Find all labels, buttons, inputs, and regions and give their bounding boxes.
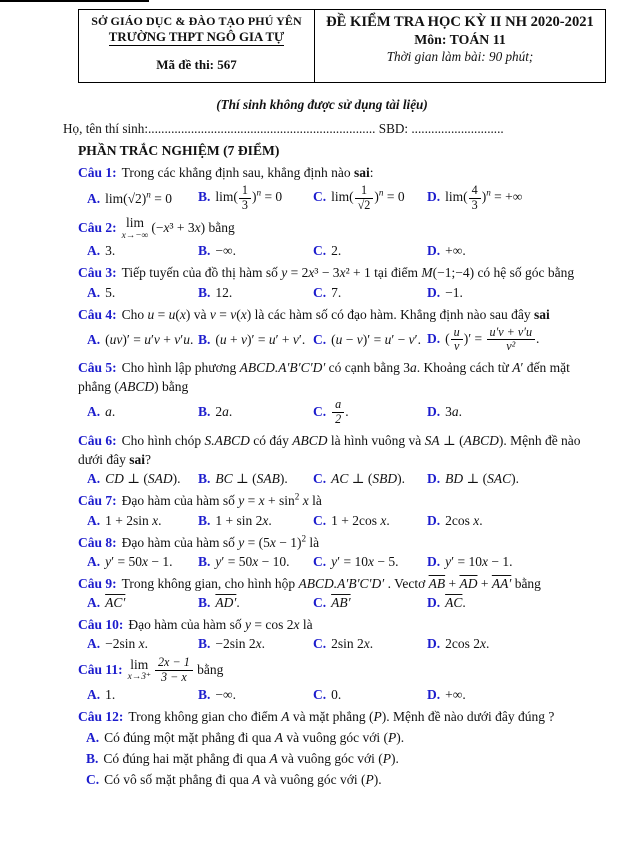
option-letter: D.: [427, 470, 441, 486]
option-text: AC ⊥ (SBD).: [331, 470, 405, 486]
question-options: [78, 471, 606, 487]
option-text: 2sin 2x.: [331, 636, 374, 652]
option-C: [313, 636, 427, 652]
option-text: lim( $\frac{1}{√2}$ )$^n$ = 0: [331, 183, 405, 212]
option-letter: A.: [87, 512, 101, 528]
question-options: [78, 728, 606, 789]
option-letter: B.: [198, 284, 211, 300]
option-letter: D.: [427, 636, 441, 652]
question-number: Câu 8:: [78, 535, 117, 550]
option-text: 1 + sin 2x.: [215, 512, 272, 528]
option-text: lim( $\frac{1}{3}$ )$^n$ = 0: [215, 183, 283, 212]
option-B: [198, 554, 313, 570]
question: [78, 533, 606, 571]
question-number: Câu 6:: [78, 432, 117, 448]
option-text: −2sin 2x.: [215, 636, 266, 652]
question: [78, 574, 606, 611]
option-letter: C.: [313, 470, 327, 486]
question-text: Cho hình chóp S.ABCD có đáy ABCD là hình vuông và SA ⊥ (ABCD). Mệnh đề nào dưới đây sai?: [78, 432, 581, 467]
option-C: [313, 471, 427, 487]
exam-subject: Môn: TOÁN 11: [414, 32, 506, 47]
option-text: −2sin x.: [105, 636, 148, 652]
option-letter: C.: [313, 595, 327, 611]
option-letter: A.: [87, 470, 101, 486]
option-text: BD ⊥ (SAC).: [445, 470, 519, 486]
option-letter: A.: [86, 729, 100, 745]
questions-list: [78, 163, 606, 789]
question-text: lim x→−∞ (−x³ + 3x) bằng: [121, 215, 235, 241]
option-B: [198, 687, 313, 703]
option-text: 0.: [331, 686, 342, 702]
option-A: [87, 636, 198, 652]
option-text: Có vô số mặt phẳng đi qua A và vuông góc với (P).: [104, 772, 382, 788]
option-C: [313, 513, 427, 529]
question-stem: [78, 615, 606, 634]
question-stem: [78, 163, 606, 182]
option-letter: C.: [313, 284, 327, 300]
question-text: Trong các khẳng định sau, khẳng định nào sai:: [121, 165, 374, 180]
option-C: [313, 243, 427, 259]
option-B: [198, 285, 313, 301]
option-letter: D.: [427, 284, 441, 300]
option-D: [427, 243, 606, 259]
option-C: [313, 595, 427, 611]
option-B: [198, 184, 313, 212]
option-B: [198, 471, 313, 487]
option-B: [86, 749, 606, 768]
option-letter: D.: [427, 595, 441, 611]
option-text: −∞.: [215, 686, 237, 702]
option-letter: A.: [87, 331, 101, 347]
option-letter: A.: [87, 191, 101, 207]
option-text: lim( $\frac{4}{3}$ )$^n$ = +∞: [445, 183, 523, 212]
option-C: [313, 332, 427, 348]
option-text: 3.: [105, 243, 116, 259]
department-name: SỞ GIÁO DỤC & ĐÀO TẠO PHÚ YÊN: [91, 14, 302, 28]
option-D: [427, 404, 606, 420]
option-text: $\frac{a}{2}$ .: [331, 404, 348, 419]
exam-note: (Thí sinh không được sử dụng tài liệu): [216, 97, 428, 112]
option-text: −∞.: [215, 243, 237, 259]
option-letter: D.: [427, 189, 441, 205]
option-B: [198, 636, 313, 652]
question-options: [78, 595, 606, 611]
page-top-rule: [0, 0, 149, 2]
option-text: CD ⊥ (SAD).: [105, 470, 181, 486]
option-letter: A.: [87, 284, 101, 300]
question-stem: [78, 656, 606, 684]
option-text: y′ = 10x − 1.: [445, 554, 513, 570]
option-letter: C.: [313, 554, 327, 570]
option-text: y′ = 10x − 5.: [331, 554, 399, 570]
option-text: ( $\frac{u}{v}$ )′ = $\frac{u'v + v'u}{\text{v²}}$ .: [445, 324, 540, 354]
option-C: [313, 687, 427, 703]
option-text: AD′.: [215, 595, 240, 611]
question: [78, 615, 606, 652]
option-letter: D.: [427, 404, 441, 420]
option-A: [87, 687, 198, 703]
option-A: [87, 554, 198, 570]
question-text: Đạo hàm của hàm số $y = (5x - 1)^2$ là: [121, 533, 320, 550]
question-number: Câu 5:: [78, 360, 117, 375]
question-text: Đạo hàm của hàm số $y = x + \sin^2 x$ là: [121, 491, 322, 509]
option-letter: C.: [313, 331, 327, 347]
option-letter: A.: [87, 554, 101, 570]
question-text: Cho u = u(x) và v = v(x) là các hàm số có đạo hàm. Khẳng định nào sau đây sai: [121, 306, 550, 322]
question-number: Câu 10:: [78, 617, 124, 633]
question-number: Câu 7:: [78, 493, 117, 509]
option-A: [87, 285, 198, 301]
school-name: TRƯỜNG THPT NGÔ GIA TỰ: [108, 30, 285, 44]
option-text: 12.: [215, 284, 233, 300]
question-number: Câu 11:: [78, 661, 123, 677]
question-text: Tiếp tuyến của đồ thị hàm số y = 2x³ − 3x² + 1 tại điểm M(−1;−4) có hệ số góc bằng: [121, 265, 575, 281]
option-text: 1.: [105, 686, 116, 702]
option-A: [87, 332, 198, 348]
exam-header-box: [78, 9, 606, 83]
option-text: y′ = 50x − 10.: [215, 554, 290, 570]
question-stem: [78, 305, 606, 324]
exam-code: Mã đề thi: 567: [156, 57, 237, 72]
option-letter: B.: [198, 189, 211, 205]
option-letter: C.: [313, 636, 327, 652]
question-number: Câu 1:: [78, 165, 117, 180]
question-number: Câu 12:: [78, 708, 124, 724]
option-B: [198, 595, 313, 611]
question-options: [78, 636, 606, 652]
option-text: Có đúng hai mặt phẳng đi qua A và vuông góc với (P).: [103, 751, 399, 766]
option-D: [427, 513, 606, 529]
option-D: [427, 184, 606, 212]
option-letter: B.: [198, 686, 211, 702]
option-D: [427, 687, 606, 703]
option-C: [313, 285, 427, 301]
option-C: [313, 554, 427, 570]
option-text: a.: [105, 404, 116, 420]
option-B: [198, 513, 313, 529]
option-text: 2a.: [215, 404, 233, 420]
option-C: [86, 770, 606, 789]
question-stem: [78, 574, 606, 593]
question-number: Câu 3:: [78, 265, 117, 281]
option-letter: B.: [198, 554, 211, 570]
question-options: [78, 243, 606, 259]
question-stem: [78, 431, 606, 469]
question-options: [78, 184, 606, 212]
question-stem: [78, 533, 606, 553]
option-text: 2cos x.: [445, 512, 483, 528]
option-letter: B.: [198, 404, 211, 420]
option-A: [87, 513, 198, 529]
option-letter: B.: [198, 243, 211, 259]
question-stem: [78, 216, 606, 241]
option-letter: B.: [198, 512, 211, 528]
question-options: [78, 398, 606, 426]
question-number: Câu 4:: [78, 306, 117, 322]
option-letter: D.: [427, 686, 441, 702]
option-letter: C.: [313, 512, 327, 528]
option-A: [87, 595, 198, 611]
option-text: 3a.: [445, 404, 462, 420]
candidate-name-line: Họ, tên thí sinh:..................................................................... SBD: ............................: [63, 121, 504, 136]
exam-body: [78, 143, 606, 789]
question-stem: [78, 263, 606, 282]
option-text: y′ = 50x − 1.: [105, 554, 173, 570]
option-letter: C.: [313, 243, 327, 259]
option-D: [427, 595, 606, 611]
option-D: [427, 554, 606, 570]
question-number: Câu 2:: [78, 220, 117, 236]
option-text: +∞.: [445, 243, 466, 259]
option-letter: B.: [198, 595, 211, 611]
question: [78, 707, 606, 790]
question: [78, 216, 606, 259]
option-B: [198, 404, 313, 420]
option-text: +∞.: [445, 686, 466, 702]
option-letter: B.: [198, 636, 211, 652]
option-D: [427, 471, 606, 487]
option-letter: A.: [87, 595, 101, 611]
option-text: 1 + 2sin x.: [105, 512, 162, 528]
option-letter: B.: [198, 331, 211, 347]
option-letter: D.: [427, 512, 441, 528]
option-text: 5.: [105, 284, 116, 300]
exam-duration: Thời gian làm bài: 90 phút;: [386, 49, 534, 64]
question-text: Trong không gian, cho hình hộp ABCD.A′B′C′D′ . Vectơ $\overline{AB} + \overline{AD} + AA'$ bằng: [121, 576, 541, 592]
option-A: [87, 243, 198, 259]
option-D: [427, 326, 606, 354]
option-letter: A.: [87, 636, 101, 652]
option-A: [87, 471, 198, 487]
option-letter: D.: [427, 330, 441, 346]
question: [78, 305, 606, 354]
question-options: [78, 687, 606, 703]
option-text: −1.: [445, 284, 463, 300]
question-stem: [78, 491, 606, 511]
option-text: Có đúng một mặt phẳng đi qua A và vuông góc với (P).: [104, 729, 405, 745]
option-text: AB′: [331, 595, 351, 611]
question: [78, 263, 606, 300]
question: [78, 491, 606, 529]
option-text: AC′: [105, 595, 126, 611]
header-right-cell: [315, 10, 605, 82]
option-letter: C.: [313, 403, 327, 419]
option-text: (uv)′ = u′v + v′u.: [105, 331, 194, 347]
option-text: (u + v)′ = u′ + v′.: [215, 331, 306, 347]
question-number: Câu 9:: [78, 576, 117, 592]
option-text: 7.: [331, 284, 342, 300]
question: [78, 163, 606, 212]
option-C: [313, 184, 427, 212]
option-text: $\overline{AC}$.: [445, 595, 466, 611]
question-options: [78, 513, 606, 529]
question-options: [78, 285, 606, 301]
question-text: lim x→3⁺ $\frac{2x - 1}{3 - x}$ bằng: [127, 655, 224, 685]
question-text: Trong không gian cho điểm A và mặt phẳng (P). Mệnh đề nào dưới đây đúng ?: [128, 708, 555, 724]
question-stem: [78, 358, 606, 396]
option-letter: C.: [313, 686, 327, 702]
option-letter: A.: [87, 404, 101, 420]
question: [78, 431, 606, 487]
option-text: (u − v)′ = u′ − v′.: [331, 331, 421, 347]
option-B: [198, 243, 313, 259]
option-A: [87, 404, 198, 420]
option-letter: C.: [313, 189, 327, 205]
option-C: [313, 398, 427, 426]
option-text: 2cos 2x.: [445, 636, 490, 652]
option-letter: B.: [86, 751, 99, 766]
option-D: [427, 285, 606, 301]
option-A: [86, 728, 606, 747]
question-text: Cho hình lập phương ABCD.A′B′C′D′ có cạnh bằng 3a. Khoảng cách từ A′ đến mặt phẳng (ABCD) bằng: [78, 360, 570, 395]
exam-title: ĐỀ KIỂM TRA HỌC KỲ II NH 2020-2021: [326, 14, 594, 30]
section-title: PHẦN TRẮC NGHIỆM (7 ĐIỂM): [78, 143, 280, 158]
header-left-cell: [79, 10, 315, 82]
question-stem: [78, 707, 606, 726]
option-text: 2.: [331, 243, 342, 259]
option-letter: D.: [427, 243, 441, 259]
option-letter: C.: [86, 772, 100, 788]
option-text: $\lim(√2)^n = 0$: [105, 189, 172, 207]
option-letter: B.: [198, 470, 211, 486]
option-text: BC ⊥ (SAB).: [215, 470, 288, 486]
option-text: 1 + 2cos x.: [331, 512, 390, 528]
option-B: [198, 332, 313, 348]
question-options: [78, 326, 606, 354]
question-text: Đạo hàm của hàm số y = cos 2x là: [128, 617, 313, 633]
question: [78, 358, 606, 427]
question: [78, 656, 606, 702]
option-letter: A.: [87, 243, 101, 259]
question-options: [78, 554, 606, 570]
option-letter: A.: [87, 686, 101, 702]
option-A: [87, 190, 198, 208]
option-letter: D.: [427, 554, 441, 570]
option-D: [427, 636, 606, 652]
